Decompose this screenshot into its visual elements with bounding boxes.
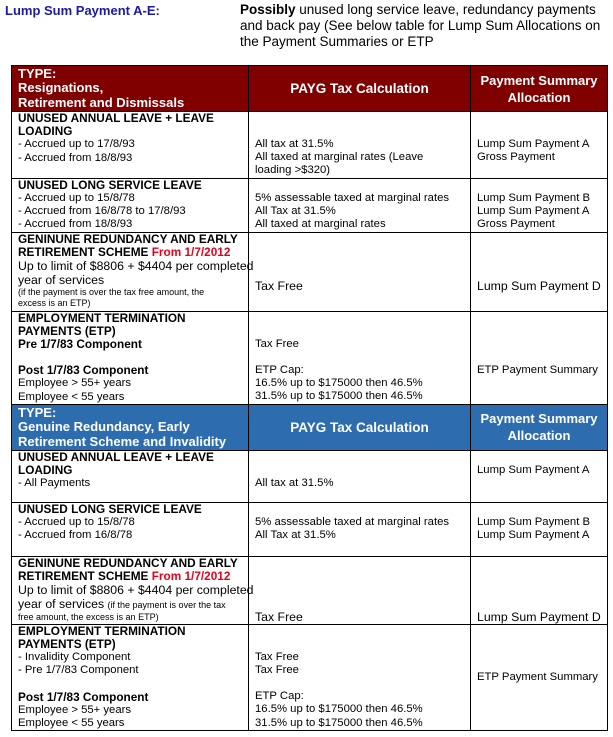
intro-emphasis: Possibly — [240, 2, 296, 17]
tax-line: ETP Cap: — [255, 363, 304, 376]
allocation-cell — [471, 502, 608, 556]
intro-description — [240, 2, 610, 50]
row-item: Pre 1/7/83 Component — [18, 337, 142, 352]
table-row — [12, 232, 608, 311]
note-text: free amount, the excess is an ETP) — [18, 612, 159, 623]
row-title: GENINUNE REDUNDANCY AND EARLY — [18, 555, 238, 570]
allocation-cell — [471, 178, 608, 232]
row-title: PAYMENTS (ETP) — [18, 323, 116, 338]
tax-cell — [249, 311, 471, 404]
section-label: Lump Sum Payment A-E: — [5, 3, 160, 18]
row-title: UNUSED LONG SERVICE LEAVE — [18, 177, 202, 192]
row-item: Employee > 55+ years — [18, 377, 132, 390]
section1-header-row — [12, 66, 608, 112]
row-item: Employee > 55+ years — [18, 703, 132, 716]
allocation-cell — [471, 556, 608, 624]
table-row — [12, 112, 608, 179]
row-item: - Accrued from 16/8/78 to 17/8/93 — [18, 205, 186, 218]
tax-line: 16.5% up to $175000 then 46.5% — [255, 703, 423, 716]
tax-calc-header: PAYG Tax Calculation — [249, 66, 471, 112]
type-line: Genuine Redundancy, Early — [18, 419, 190, 435]
tax-line: Tax Free — [255, 650, 299, 663]
note-text: (if the payment is over the tax — [107, 600, 226, 611]
type-cell — [12, 112, 249, 179]
row-title: RETIREMENT SCHEME — [18, 244, 152, 259]
allocation-line: ETP Payment Summary — [477, 363, 598, 376]
row-item: - Accrued up to 17/8/93 — [18, 138, 135, 151]
allocation-line: Lump Sum Payment B — [477, 191, 591, 204]
tax-line: Tax Free — [255, 278, 303, 293]
row-title: LOADING — [18, 124, 73, 139]
type-cell — [12, 450, 249, 502]
limit-text: year of services — [18, 597, 108, 612]
allocation-line: Lump Sum Payment D — [477, 278, 601, 293]
row-item: - All Payments — [18, 477, 91, 490]
tax-line: Tax Free — [255, 337, 299, 350]
tax-line: 16.5% up to $175000 then 46.5% — [255, 377, 423, 390]
tax-line: loading >$320) — [255, 164, 331, 177]
allocation-cell — [471, 232, 608, 311]
row-item: - Accrued from 18/8/93 — [18, 151, 133, 164]
type-line: Retirement Scheme and Invalidity — [18, 433, 227, 449]
tax-cell — [249, 624, 471, 730]
tax-cell — [249, 450, 471, 502]
tax-line: ETP Cap: — [255, 690, 304, 703]
row-title: EMPLOYMENT TERMINATION — [18, 623, 186, 638]
row-title: RETIREMENT SCHEME — [18, 569, 152, 584]
tax-line: 5% assessable taxed at marginal rates — [255, 515, 450, 528]
row-title: UNUSED ANNUAL LEAVE + LEAVE — [18, 449, 214, 464]
allocation-line: Gross Payment — [477, 218, 555, 231]
allocation-cell — [471, 311, 608, 404]
tax-line: All Tax at 31.5% — [255, 529, 336, 542]
allocation-header-line: Payment Summary — [480, 72, 598, 88]
row-item: Post 1/7/83 Component — [18, 363, 149, 378]
row-item: Employee < 55 years — [18, 390, 125, 403]
row-item: Post 1/7/83 Component — [18, 689, 149, 704]
tax-line: All taxed at marginal rates — [255, 218, 386, 231]
type-cell — [12, 624, 249, 730]
type-cell — [12, 231, 254, 311]
row-title: GENINUNE REDUNDANCY AND EARLY — [18, 231, 238, 246]
row-item: - Accrued up to 15/8/78 — [18, 516, 135, 529]
row-item: - Accrued up to 15/8/78 — [18, 191, 135, 204]
tax-cell — [249, 502, 471, 556]
allocation-line: Gross Payment — [477, 151, 555, 164]
allocation-header — [471, 404, 608, 450]
type-line: Resignations, — [18, 80, 104, 96]
intro — [0, 0, 613, 60]
type-cell — [12, 502, 249, 556]
tax-line: All taxed at marginal rates (Leave — [255, 151, 424, 164]
effective-date: From 1/7/2012 — [151, 244, 231, 259]
type-label: TYPE: — [18, 65, 57, 81]
allocation-line: ETP Payment Summary — [477, 670, 598, 683]
note-text: (if the payment is over the tax free amount, the — [18, 287, 205, 298]
table-row — [12, 311, 608, 404]
intro-body: unused long service leave, redundancy payments and back pay (See below table for Lump Sum Allocations on the Payment Summaries or ETP — [240, 2, 601, 49]
effective-date: From 1/7/2012 — [151, 569, 231, 584]
allocation-line: Lump Sum Payment D — [477, 609, 601, 624]
table-row — [12, 502, 608, 556]
tax-line: All tax at 31.5% — [255, 138, 334, 150]
tax-calc-header: PAYG Tax Calculation — [249, 404, 471, 450]
row-title: UNUSED LONG SERVICE LEAVE — [18, 501, 202, 516]
tax-line: Tax Free — [255, 664, 299, 677]
row-title: UNUSED ANNUAL LEAVE + LEAVE — [18, 111, 214, 125]
type-cell — [12, 311, 249, 404]
row-item: Employee < 55 years — [18, 717, 125, 730]
row-item: - Invalidity Component — [18, 651, 131, 664]
row-item: - Accrued from 16/8/78 — [18, 529, 133, 542]
limit-text: Up to limit of $8806 + $4404 per completed — [18, 583, 254, 598]
allocation-line: Lump Sum Payment A — [477, 204, 590, 217]
allocation-header-line: Allocation — [507, 428, 571, 444]
row-item: - Pre 1/7/83 Component — [18, 664, 139, 677]
tax-line: All Tax at 31.5% — [255, 204, 336, 217]
tax-cell — [249, 556, 471, 624]
table-row — [12, 556, 608, 624]
section2-header-row — [12, 404, 608, 450]
tax-cell — [249, 232, 471, 311]
row-title: LOADING — [18, 463, 73, 478]
type-line: Retirement and Dismissals — [18, 94, 185, 110]
allocation-header-line: Allocation — [507, 89, 571, 105]
allocation-header-line: Payment Summary — [480, 411, 598, 427]
tax-line: 31.5% up to $175000 then 46.5% — [255, 390, 423, 403]
allocation-cell — [471, 450, 608, 502]
table-row — [12, 178, 608, 232]
type-cell — [12, 555, 254, 624]
allocation-line: Lump Sum Payment A — [477, 138, 590, 150]
tax-line: 5% assessable taxed at marginal rates — [255, 191, 450, 204]
allocation-cell — [471, 112, 608, 179]
tax-cell — [249, 112, 471, 179]
allocation-cell — [471, 624, 608, 730]
tax-line: 31.5% up to $175000 then 46.5% — [255, 716, 423, 729]
row-item: - Accrued from 18/8/93 — [18, 218, 133, 231]
section2-type-header — [12, 404, 249, 450]
limit-text: year of services — [18, 273, 105, 288]
section1-type-header — [12, 66, 249, 112]
allocation-line: Lump Sum Payment B — [477, 515, 591, 528]
type-label: TYPE: — [18, 404, 57, 420]
table-row — [12, 624, 608, 730]
type-cell — [12, 178, 249, 232]
allocation-header — [471, 66, 608, 112]
row-title: PAYMENTS (ETP) — [18, 637, 116, 652]
limit-text: Up to limit of $8806 + $4404 per completed — [18, 259, 254, 274]
row-title: EMPLOYMENT TERMINATION — [18, 310, 186, 325]
allocation-line: Lump Sum Payment A — [477, 529, 590, 542]
tax-cell — [249, 178, 471, 232]
table-row — [12, 450, 608, 502]
tax-line: Tax Free — [255, 609, 303, 624]
tax-line: All tax at 31.5% — [255, 476, 334, 489]
lump-sum-table — [11, 65, 608, 731]
allocation-line: Lump Sum Payment A — [477, 463, 590, 476]
note-text: excess is an ETP) — [18, 298, 91, 309]
